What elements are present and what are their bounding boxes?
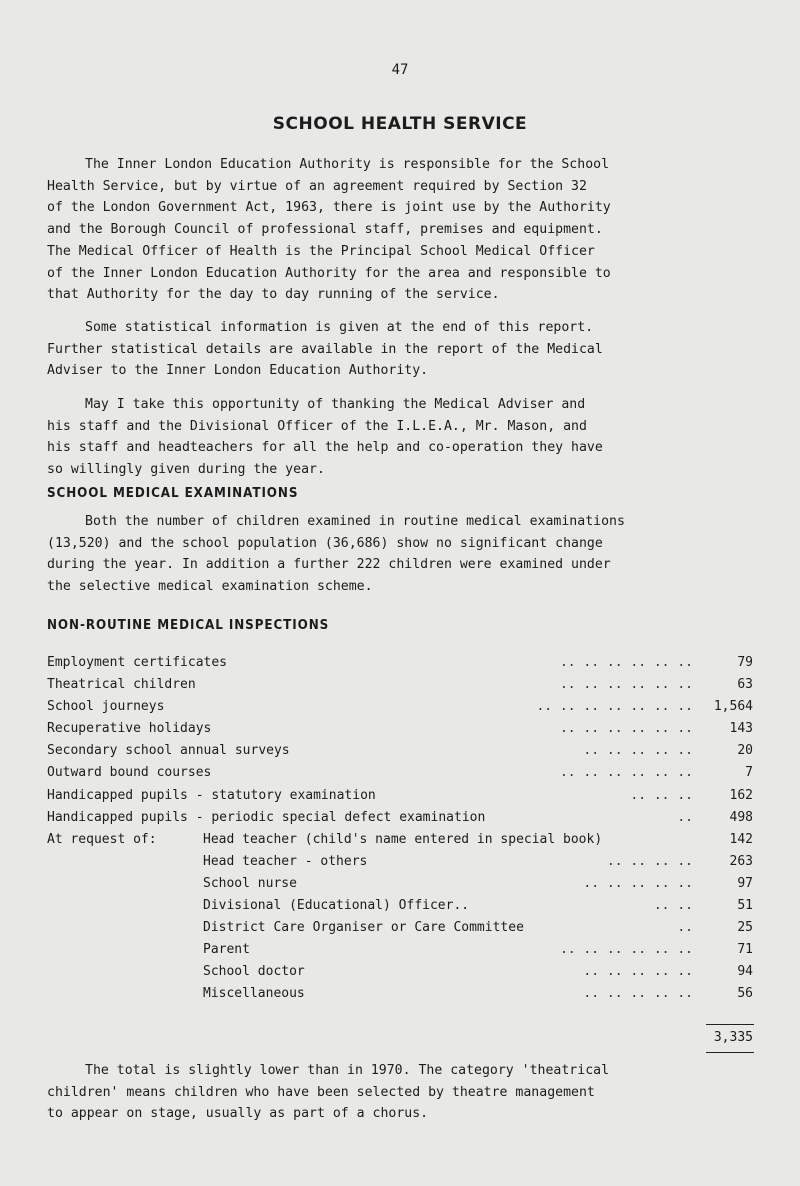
- row-label: Head teacher (child's name entered in special book): [203, 831, 603, 847]
- row-value: 142: [729, 831, 753, 847]
- table-row: [47, 961, 753, 983]
- text-line: Adviser to the Inner London Education Authority.: [47, 363, 429, 379]
- row-label: District Care Organiser or Care Committee: [203, 920, 524, 936]
- row-value: 97: [737, 875, 753, 891]
- row-label: Head teacher - others: [203, 853, 368, 869]
- row-value: 71: [737, 942, 753, 958]
- table-row: [47, 983, 753, 1005]
- table-row: [47, 939, 753, 961]
- row-value: 94: [737, 964, 753, 980]
- table-row: [47, 851, 753, 873]
- table-row: [47, 785, 753, 807]
- row-label: Theatrical children: [47, 677, 196, 693]
- text-line: Health Service, but by virtue of an agreement required by Section 32: [47, 178, 587, 194]
- dot-leader: .. .. .. .. .. ..: [559, 942, 693, 958]
- table-row: [47, 762, 753, 784]
- row-value: 51: [737, 898, 753, 914]
- text-line: the selective medical examination scheme.: [47, 579, 373, 595]
- intro-paragraph: [47, 154, 759, 306]
- page-title: SCHOOL HEALTH SERVICE: [272, 114, 528, 134]
- dot-leader: .. .. .. .. ..: [583, 743, 693, 759]
- table-row: [47, 718, 753, 740]
- row-value: 162: [729, 787, 753, 803]
- dot-leader: .. ..: [653, 898, 693, 914]
- table-row: [47, 696, 753, 718]
- table-row: [47, 740, 753, 762]
- row-label: Secondary school annual surveys: [47, 743, 290, 759]
- text-line: of the London Government Act, 1963, there is joint use by the Authority: [47, 200, 611, 216]
- dot-leader: .. .. .. .. .. ..: [559, 655, 693, 670]
- page-number: 47: [391, 62, 409, 78]
- text-line: so willingly given during the year.: [47, 462, 325, 478]
- text-line: Both the number of children examined in routine medical examinations: [85, 514, 625, 529]
- total-underline: [706, 1052, 754, 1053]
- closing-paragraph: [47, 1060, 759, 1125]
- row-value: 7: [745, 765, 753, 781]
- row-value: 20: [737, 743, 753, 759]
- row-label: School journeys: [47, 699, 165, 715]
- dot-leader: .. .. .. ..: [606, 853, 693, 869]
- row-value: 25: [737, 920, 753, 936]
- text-line: his staff and headteachers for all the help and co-operation they have: [47, 440, 603, 456]
- row-value: 63: [737, 677, 753, 693]
- dot-leader: .. .. .. .. .. ..: [559, 721, 693, 737]
- dot-leader: .. .. .. .. ..: [583, 986, 693, 1002]
- row-label: Outward bound courses: [47, 765, 212, 781]
- row-value: 56: [737, 986, 753, 1002]
- dot-leader: .. .. .. .. ..: [583, 964, 693, 980]
- total-value: 3,335: [713, 1030, 753, 1045]
- text-line: that Authority for the day to day running of the service.: [47, 287, 500, 303]
- row-label: Recuperative holidays: [47, 721, 212, 737]
- text-line: (13,520) and the school population (36,686) show no significant change: [47, 535, 603, 551]
- text-line: Further statistical details are available in the report of the Medical: [47, 341, 603, 357]
- dot-leader: .. .. ..: [630, 787, 693, 803]
- table-row: [47, 895, 753, 917]
- row-value: 263: [729, 853, 753, 869]
- row-value: 79: [737, 655, 753, 670]
- row-label: School nurse: [203, 875, 297, 891]
- inspections-table: [47, 652, 753, 1006]
- dot-leader: .. .. .. .. .. ..: [559, 765, 693, 781]
- examinations-paragraph: [47, 511, 759, 598]
- text-line: The total is slightly lower than in 1970. The category 'theatrical: [85, 1063, 610, 1078]
- row-label: Parent: [203, 942, 250, 958]
- text-line: during the year. In addition a further 222 children were examined under: [47, 557, 611, 573]
- text-line: of the Inner London Education Authority for the area and responsible to: [47, 265, 611, 281]
- row-label: Miscellaneous: [203, 986, 305, 1002]
- text-line: to appear on stage, usually as part of a chorus.: [47, 1106, 429, 1122]
- table-row: [47, 917, 753, 939]
- row-label: Employment certificates: [47, 655, 228, 670]
- table-row: [47, 652, 753, 674]
- total-divider: [706, 1024, 754, 1025]
- row-label: School doctor: [203, 964, 305, 980]
- section-heading-medical-examinations: SCHOOL MEDICAL EXAMINATIONS: [47, 486, 299, 501]
- section-heading-non-routine: NON-ROUTINE MEDICAL INSPECTIONS: [47, 618, 330, 633]
- text-line: The Medical Officer of Health is the Principal School Medical Officer: [47, 243, 595, 259]
- row-label: Handicapped pupils - statutory examination: [47, 787, 376, 803]
- text-line: children' means children who have been selected by theatre management: [47, 1084, 595, 1100]
- row-label: Handicapped pupils - periodic special defect examination: [47, 809, 486, 825]
- table-row: [47, 674, 753, 696]
- request-prefix: At request of:: [47, 831, 157, 847]
- thanks-paragraph: [47, 394, 759, 481]
- text-line: May I take this opportunity of thanking the Medical Adviser and: [85, 397, 586, 412]
- text-line: and the Borough Council of professional staff, premises and equipment.: [47, 222, 603, 238]
- row-value: 1,564: [713, 699, 753, 715]
- statistical-paragraph: [47, 317, 759, 382]
- dot-leader: ..: [677, 809, 693, 825]
- text-line: Some statistical information is given at the end of this report.: [85, 320, 594, 335]
- dot-leader: .. .. .. .. .. .. ..: [536, 699, 693, 715]
- dot-leader: ..: [677, 920, 693, 936]
- table-row: [47, 873, 753, 895]
- row-label: Divisional (Educational) Officer..: [203, 898, 470, 914]
- text-line: The Inner London Education Authority is responsible for the School: [85, 157, 610, 172]
- table-row: [47, 807, 753, 829]
- dot-leader: .. .. .. .. .. ..: [559, 677, 693, 693]
- row-value: 143: [729, 721, 753, 737]
- row-value: 498: [729, 809, 753, 825]
- table-row: [47, 829, 753, 851]
- text-line: his staff and the Divisional Officer of the I.L.E.A., Mr. Mason, and: [47, 418, 587, 434]
- dot-leader: .. .. .. .. ..: [583, 875, 693, 891]
